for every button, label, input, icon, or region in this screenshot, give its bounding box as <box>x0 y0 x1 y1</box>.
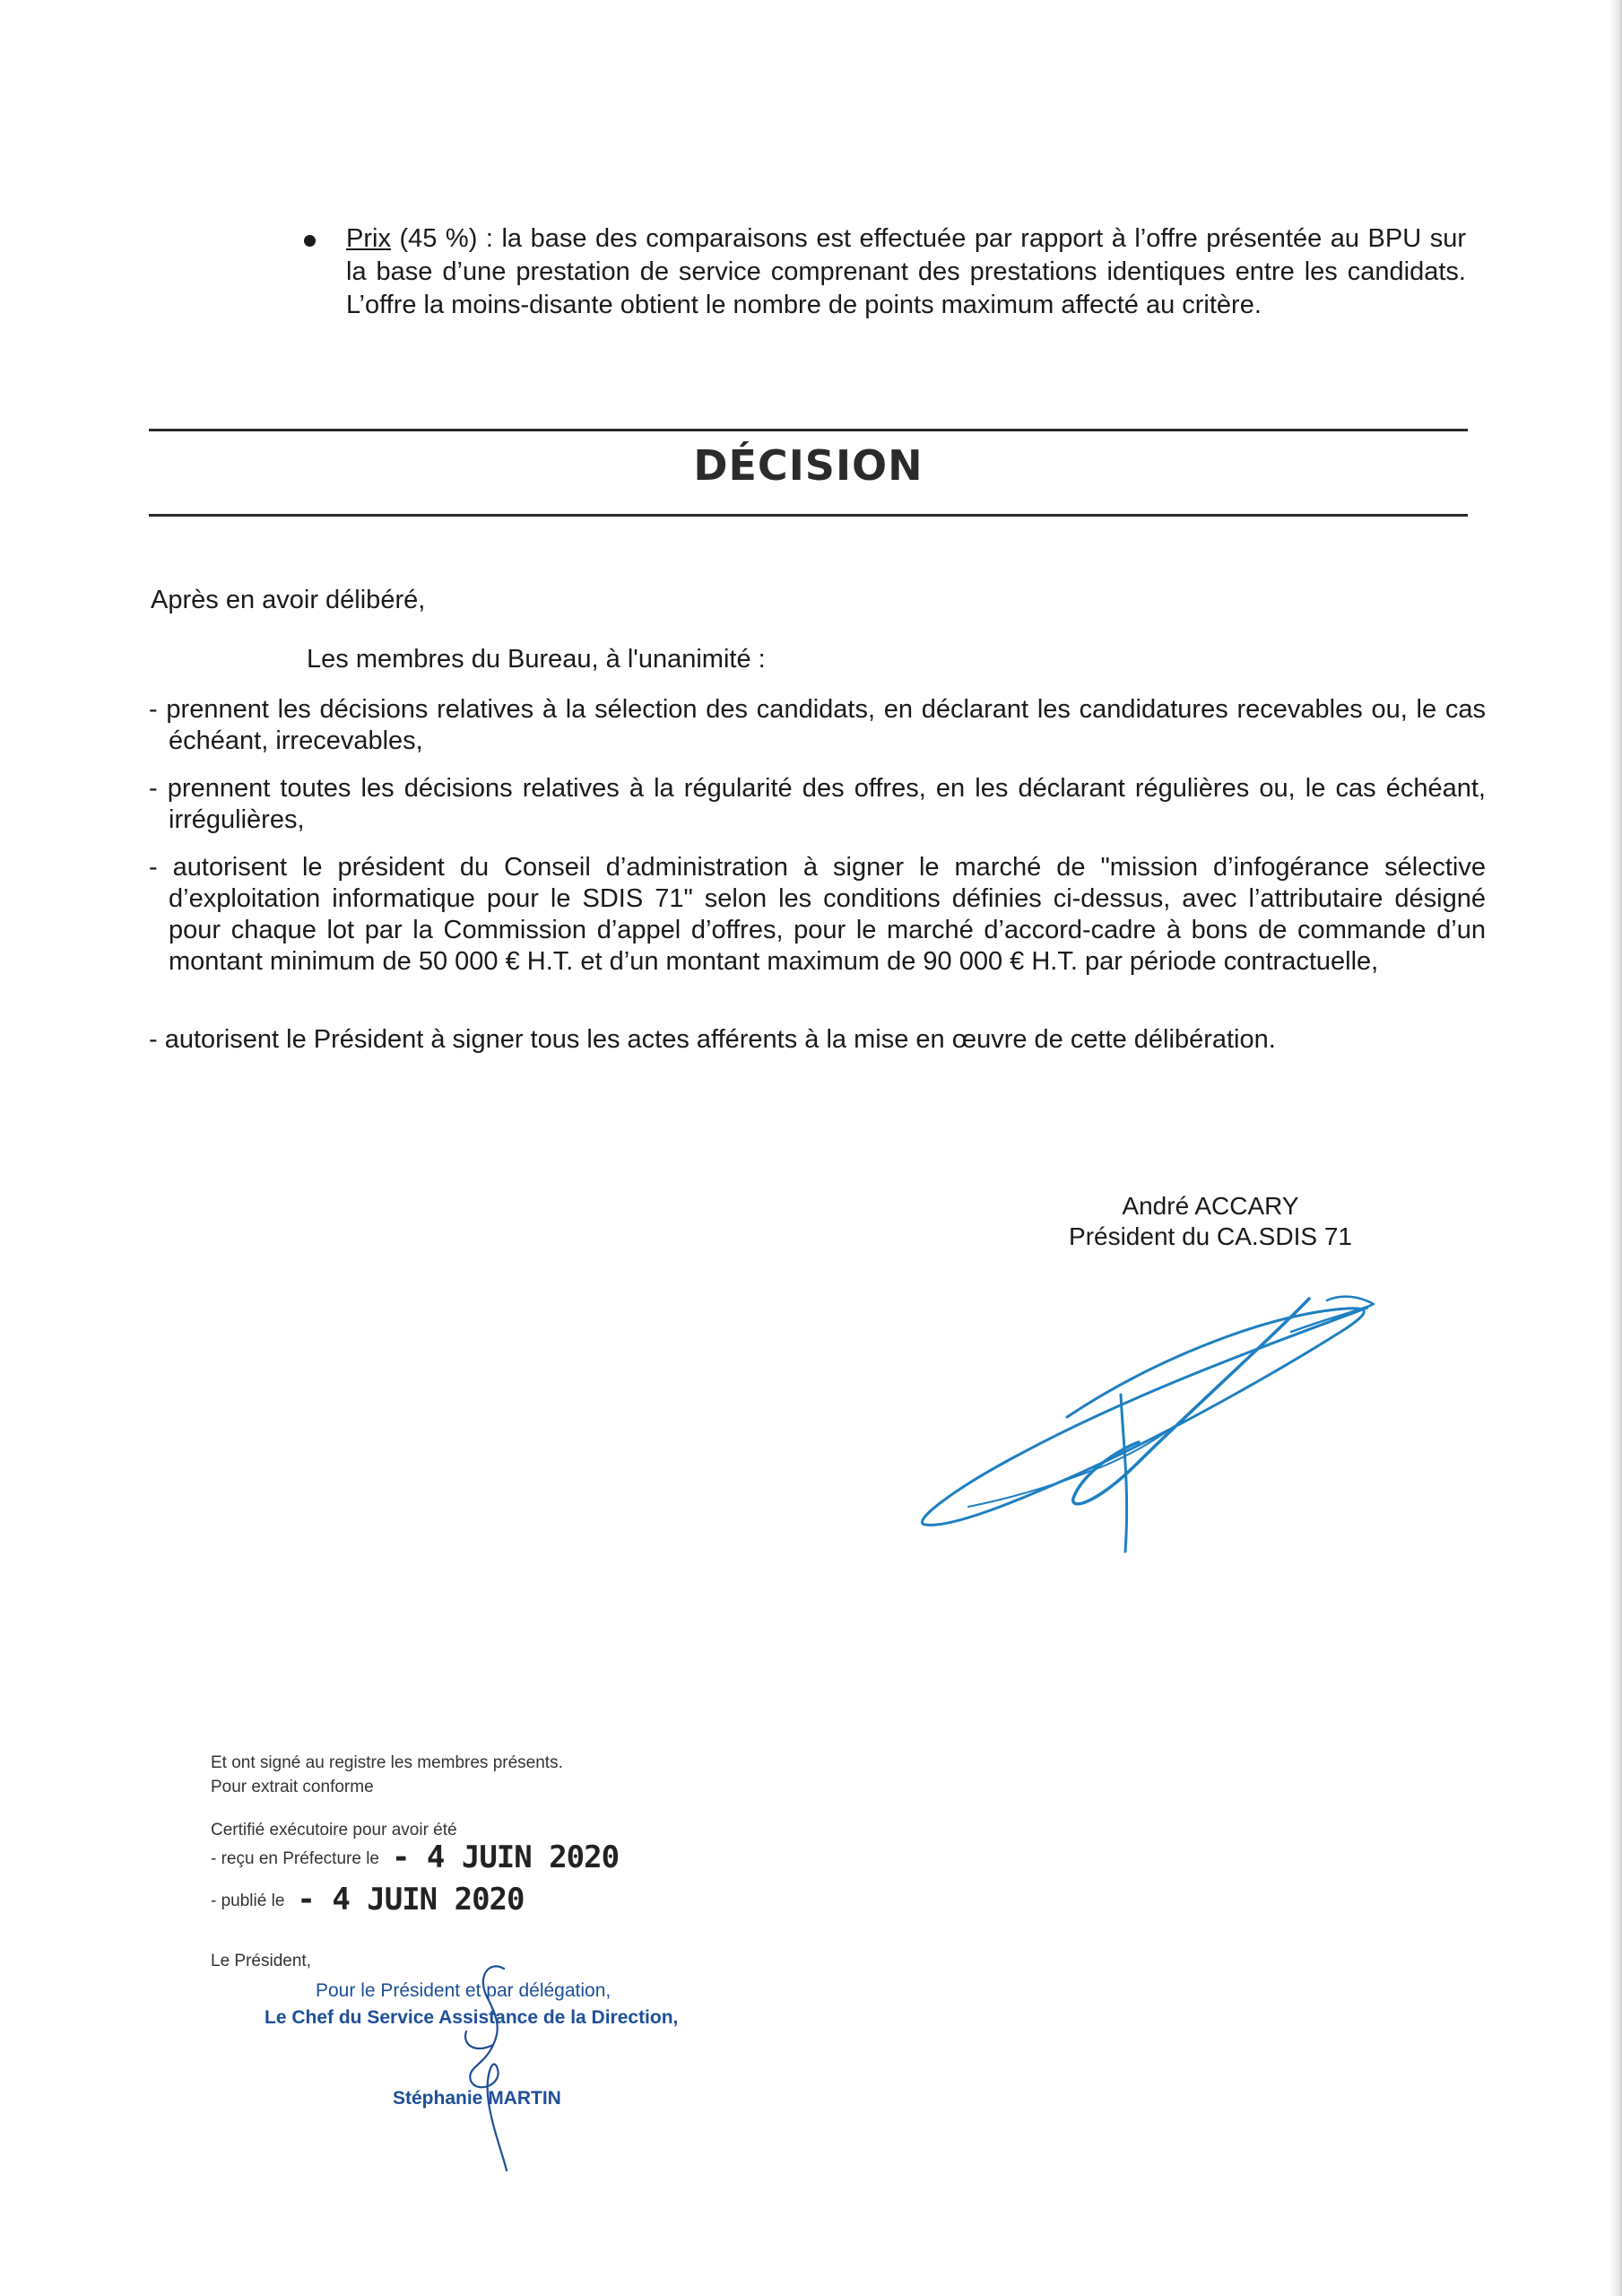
signatory-name: André ACCARY <box>1122 1192 1299 1220</box>
footer-line1: Et ont signé au registre les membres présents. <box>211 1753 563 1772</box>
footer-president: Le Président, <box>211 1952 311 1970</box>
published-label: - publié le <box>211 1892 285 1910</box>
published-date-stamp: - 4 JUIN 2020 <box>297 1882 525 1918</box>
delegation-line1: Pour le Président et par délégation, <box>316 1980 612 2001</box>
decision-members: Les membres du Bureau, à l'unanimité : <box>307 645 766 674</box>
footer-published <box>211 1882 525 1918</box>
footer-certified: Certifié exécutoire pour avoir été <box>211 1821 457 1839</box>
decision-rule-top <box>149 429 1468 431</box>
delegation-line2: Le Chef du Service Assistance de la Direction, <box>265 2007 679 2028</box>
criterion-label: Prix <box>346 224 391 253</box>
decision-item-4: - autorisent le Président à signer tous les actes afférents à la mise en œuvre de cette délibération. <box>149 1025 1276 1054</box>
decision-title: DÉCISION <box>693 441 924 490</box>
bullet-icon <box>304 235 316 247</box>
criterion-bullet <box>305 222 1466 322</box>
president-signature <box>915 1283 1399 1578</box>
delegation-name: Stéphanie MARTIN <box>393 2088 561 2109</box>
decision-item-3: - autorisent le président du Conseil d’administration à signer le marché de "mission d’infogérance sélective d’exploitation informatique pour le SDIS 71" selon les conditions définies ci-dessus, avec l’attributaire désigné pour chaque lot par la Commission d’appel d’offres, pour le marché d’accord-cadre à bons de commande d’un montant minimum de 50 000 € H.T. et d’un montant maximum de 90 000 € H.T. par période contractuelle, <box>149 853 1486 976</box>
decision-item-1: - prennent les décisions relatives à la sélection des candidats, en déclarant les candidatures recevables ou, le cas échéant, irrecevables, <box>149 695 1486 755</box>
criterion-description: (45 %) : la base des comparaisons est effectuée par rapport à l’offre présentée au BPU sur la base d’une prestation de service comprenant des prestations identiques entre les candidats. L’offre la moins-disante obtient le nombre de points maximum affecté au critère. <box>346 224 1466 319</box>
footer-line2: Pour extrait conforme <box>211 1778 374 1796</box>
received-date-stamp: - 4 JUIN 2020 <box>391 1839 620 1875</box>
received-label: - reçu en Préfecture le <box>211 1849 379 1868</box>
scan-page-edge <box>1609 0 1622 2296</box>
decision-intro: Après en avoir délibéré, <box>151 586 426 614</box>
signatory-role: Président du CA.SDIS 71 <box>1069 1222 1352 1250</box>
footer-received <box>211 1839 620 1875</box>
decision-rule-bottom <box>149 514 1468 517</box>
criterion-text <box>346 222 1466 322</box>
decision-item-2: - prennent toutes les décisions relatives à la régularité des offres, en les déclarant régulières ou, le cas échéant, irrégulières, <box>149 774 1486 834</box>
delegate-signature <box>439 1960 538 2175</box>
